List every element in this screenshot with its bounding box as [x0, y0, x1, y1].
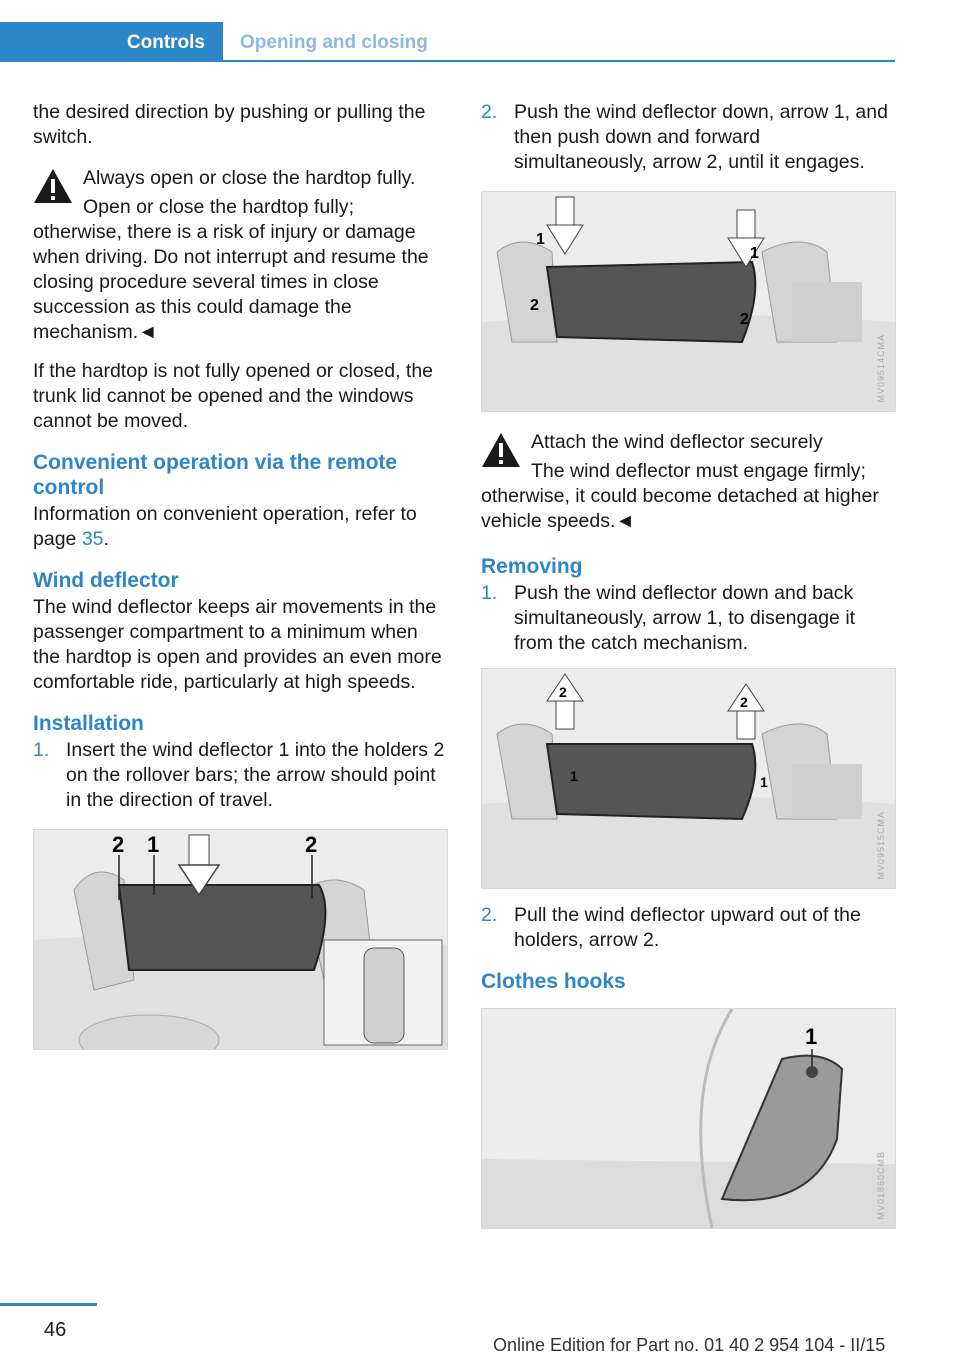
installation-steps-continued [481, 100, 896, 175]
step-text: Pull the wind deflector upward out of the holders, arrow 2. [514, 904, 861, 951]
clothes-hooks-illustration [482, 1009, 895, 1228]
warning-body [33, 195, 448, 345]
warning-title: Always open or close the hardtop fully. [83, 167, 416, 189]
fig3-label-3: 2 [740, 694, 748, 710]
paragraph-switch-direction: the desired direction by pushing or pulling the switch. [33, 101, 426, 148]
tab-opening-and-closing[interactable] [240, 22, 428, 62]
figure-code: MV09514CMA [876, 334, 886, 403]
fig4-label-hook: 1 [805, 1024, 818, 1049]
engage-illustration [482, 192, 895, 411]
fig1-label-deflector: 1 [147, 832, 160, 857]
step-number: 1. [33, 739, 50, 761]
paragraph-wind-deflector: The wind deflector keeps air movements in the passenger compartment to a minimum when the hardtop is open and provides an even more comfortable ride, particularly at high speeds. [33, 596, 442, 693]
fig2-label-4: 2 [740, 311, 749, 328]
warning-hardtop [33, 166, 448, 345]
heading-wind-deflector: Wind deflector [33, 569, 179, 592]
paragraph-convenient-info [33, 502, 448, 552]
removing-steps-continued [481, 903, 896, 953]
figure-wind-deflector-engage [481, 191, 896, 412]
heading-clothes-hooks: Clothes hooks [481, 970, 626, 993]
footer-rule [0, 1303, 97, 1306]
installation-illustration [34, 830, 447, 1049]
heading-installation: Installation [33, 712, 144, 735]
convenient-info-period: . [103, 528, 109, 550]
removing-illustration [482, 669, 895, 888]
tab-controls[interactable] [0, 22, 223, 62]
fig2-label-2: 2 [530, 297, 539, 314]
warning-attach-securely [481, 430, 896, 534]
step-text: Insert the wind deflector 1 into the holders 2 on the rollover bars; the arrow should point in the direction of travel. [66, 739, 445, 811]
tab-opening-and-closing-label: Opening and closing [240, 31, 428, 53]
header-rule [0, 60, 895, 62]
list-item [481, 581, 896, 656]
figure-wind-deflector-removing [481, 668, 896, 889]
figure-code: MV01860CMB [876, 1151, 886, 1220]
step-number: 2. [481, 101, 498, 123]
fig1-label-holder-left: 2 [112, 832, 125, 857]
left-column [33, 100, 448, 1050]
installation-steps [33, 738, 448, 813]
step-text: Push the wind deflector down, arrow 1, and then push down and forward simultaneously, arrow 2, until it engages. [514, 101, 888, 173]
step-number: 1. [481, 582, 498, 604]
paragraph-trunk-lid: If the hardtop is not fully opened or closed, the trunk lid cannot be opened and the windows cannot be moved. [33, 360, 434, 432]
warning-triangle-icon [33, 168, 73, 204]
warning-body-text: Open or close the hardtop fully; otherwise, there is a risk of injury or damage when driving. Do not interrupt and resume the closing procedure several times in close succession as this could damage the mechanism.◄ [33, 196, 429, 343]
fig3-label-2: 1 [570, 768, 578, 784]
page-link-35[interactable]: 35 [81, 528, 104, 550]
figure-clothes-hooks [481, 1008, 896, 1229]
page-number: 46 [44, 1319, 67, 1341]
list-item [481, 100, 896, 175]
fig2-label-1: 1 [536, 231, 545, 248]
fig1-label-holder-right: 2 [305, 832, 318, 857]
list-item [481, 903, 896, 953]
right-column [481, 100, 896, 1229]
list-item [33, 738, 448, 813]
warning-triangle-icon [481, 432, 521, 468]
fig3-label-1: 2 [559, 684, 567, 700]
footer-edition: Online Edition for Part no. 01 40 2 954 104 - II/15 [493, 1335, 886, 1355]
warning-body-text: The wind deflector must engage firmly; otherwise, it could become detached at higher vehicle speeds.◄ [481, 460, 879, 532]
step-text: Push the wind deflector down and back simultaneously, arrow 1, to disengage it from the catch mechanism. [514, 582, 856, 654]
figure-wind-deflector-installation [33, 829, 448, 1050]
figure-code: MV09515CMA [876, 811, 886, 880]
removing-steps [481, 581, 896, 656]
heading-removing: Removing [481, 555, 583, 578]
tab-controls-label: Controls [126, 31, 205, 53]
warning-title: Attach the wind deflector securely [531, 431, 823, 453]
fig2-label-3: 1 [750, 245, 759, 262]
convenient-info-text: Information on convenient operation, refer to page [33, 503, 417, 550]
step-number: 2. [481, 904, 498, 926]
heading-convenient-operation: Convenient operation via the remote control [33, 451, 398, 499]
warning-body [481, 459, 896, 534]
fig3-label-4: 1 [760, 774, 768, 790]
